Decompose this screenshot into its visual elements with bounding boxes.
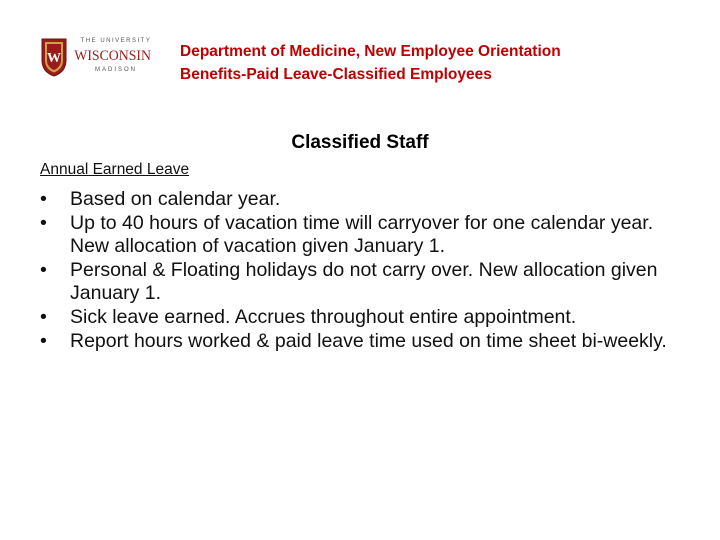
bullet-icon: •	[40, 329, 47, 352]
bullet-item	[40, 306, 670, 330]
bullet-item	[40, 259, 670, 306]
logo-main-text: WISCONSIN	[74, 48, 151, 64]
bullet-icon: •	[40, 305, 47, 328]
bullet-list	[40, 188, 670, 353]
bullet-icon: •	[40, 188, 47, 210]
university-logo	[40, 36, 158, 78]
bullet-icon: •	[40, 258, 47, 281]
bullet-text: Sick leave earned. Accrues throughout entire appointment.	[70, 305, 577, 328]
crest-icon	[40, 36, 68, 78]
crest-letter: W	[47, 51, 61, 66]
bullet-item	[40, 188, 670, 212]
slide-title: Classified Staff	[291, 132, 429, 153]
bullet-text: Report hours worked & paid leave time used on time sheet bi-weekly.	[70, 329, 667, 352]
bullet-text: Personal & Floating holidays do not carry over. New allocation given January 1.	[70, 258, 658, 305]
bullet-item	[40, 330, 670, 354]
bullet-text: Up to 40 hours of vacation time will carryover for one calendar year. New allocation of vacation given January 1.	[70, 211, 654, 258]
logo-top-text: THE UNIVERSITY	[80, 38, 152, 44]
header-line-2: Benefits-Paid Leave-Classified Employees	[180, 66, 492, 83]
slide-header	[180, 40, 700, 86]
header-line-1: Department of Medicine, New Employee Orientation	[180, 43, 561, 60]
bullet-icon: •	[40, 211, 47, 234]
bullet-text: Based on calendar year.	[70, 188, 281, 210]
bullet-item	[40, 212, 670, 259]
section-heading: Annual Earned Leave	[40, 161, 190, 178]
logo-bottom-text: MADISON	[94, 67, 137, 73]
